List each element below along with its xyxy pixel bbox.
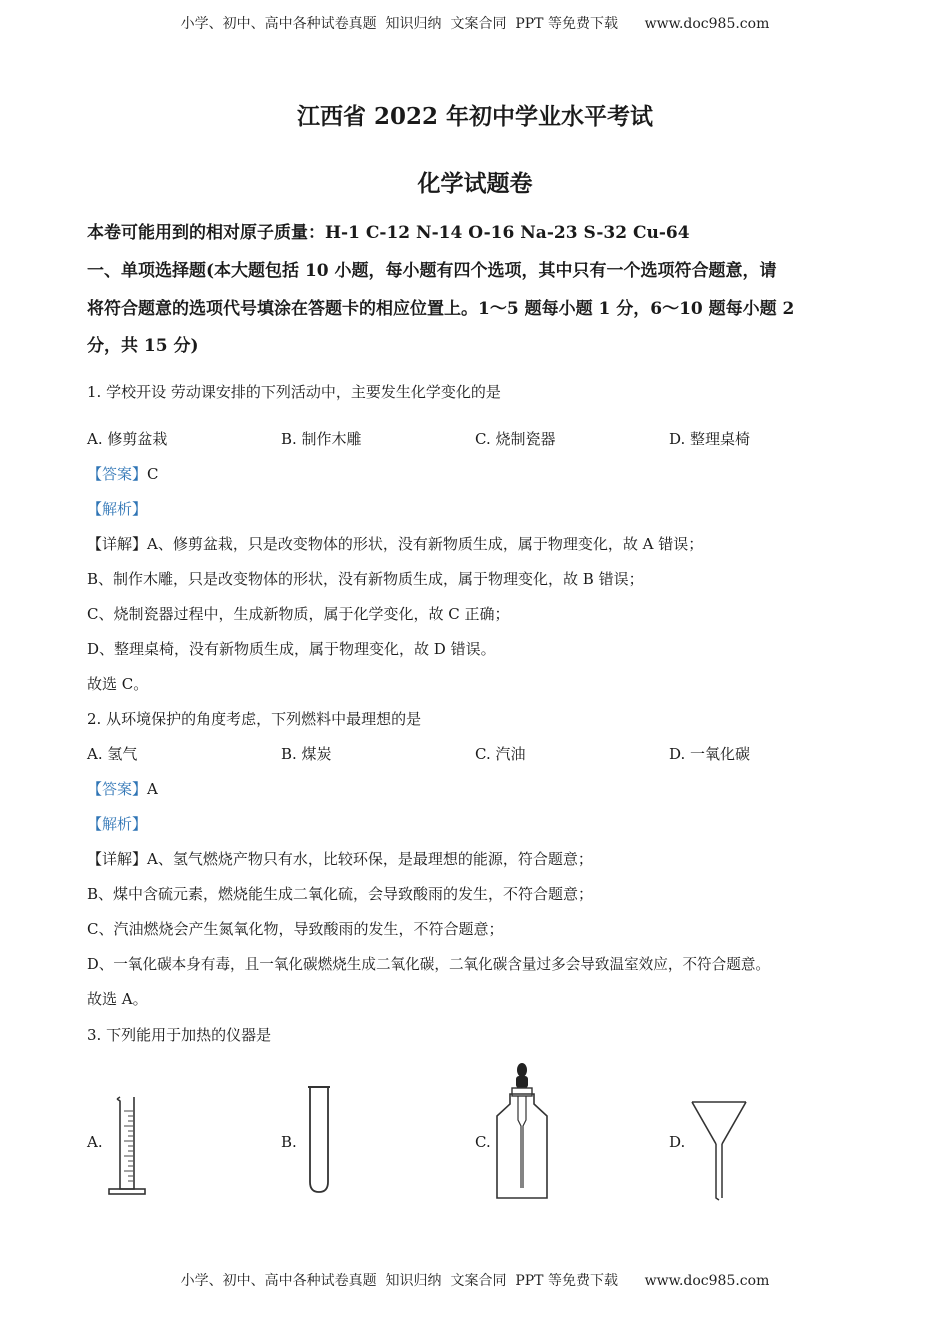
- q3-option-b-label: B.: [281, 1133, 297, 1151]
- exam-subtitle: 化学试题卷: [417, 170, 533, 197]
- q3-option-d-label: D.: [669, 1133, 686, 1151]
- q1-option-b: B. 制作木雕: [281, 430, 362, 448]
- q2-option-a: A. 氢气: [87, 745, 138, 763]
- q2-option-c: C. 汽油: [475, 745, 526, 763]
- q2-detail-line-3: C、汽油燃烧会产生氮氧化物，导致酸雨的发生，不符合题意；: [87, 920, 504, 938]
- q2-answer-value: A: [147, 780, 158, 798]
- q1-analysis-tag: 【解析】: [87, 500, 148, 518]
- q3-stem: 3. 下列能用于加热的仪器是: [87, 1026, 272, 1044]
- q1-stem: 1. 学校开设 劳动课安排的下列活动中，主要发生化学变化的是: [87, 383, 501, 401]
- exam-title: 江西省 2022 年初中学业水平考试: [296, 103, 654, 130]
- q1-answer: [87, 463, 159, 484]
- q1-conclusion: 故选 C。: [87, 675, 149, 693]
- q1-detail-line-3: C、烧制瓷器过程中，生成新物质，属于化学变化，故 C 正确；: [87, 605, 510, 623]
- page-header: 小学、初中、高中各种试卷真题 知识归纳 文案合同 PPT 等免费下载 www.doc985.com: [180, 16, 770, 32]
- q2-detail-line-2: B、煤中含硫元素，燃烧能生成二氧化硫，会导致酸雨的发生，不符合题意；: [87, 885, 594, 903]
- dropper-bottle-icon: [492, 1060, 552, 1202]
- q2-answer: [87, 778, 158, 799]
- q2-analysis-tag: 【解析】: [87, 815, 148, 833]
- section-instructions-line-2: 将符合题意的选项代号填涂在答题卡的相应位置上。1～5 题每小题 1 分，6～10 题每小题 2: [87, 299, 795, 319]
- q1-answer-value: C: [147, 465, 159, 483]
- q1-detail-line-4: D、整理桌椅，没有新物质生成，属于物理变化，故 D 错误。: [87, 640, 496, 658]
- q1-option-c: C. 烧制瓷器: [475, 430, 556, 448]
- answer-tag: 【答案】: [87, 465, 148, 483]
- atomic-mass-note: 本卷可能用到的相对原子质量：H-1 C-12 N-14 O-16 Na-23 S-32 Cu-64: [87, 223, 690, 243]
- funnel-icon: [690, 1100, 748, 1202]
- q3-option-c-label: C.: [475, 1133, 491, 1151]
- section-instructions-line-3: 分，共 15 分): [87, 336, 199, 356]
- answer-tag: 【答案】: [87, 780, 148, 798]
- q2-option-d: D. 一氧化碳: [669, 745, 751, 763]
- q2-option-b: B. 煤炭: [281, 745, 332, 763]
- q1-option-d: D. 整理桌椅: [669, 430, 751, 448]
- q2-stem: 2. 从环境保护的角度考虑，下列燃料中最理想的是: [87, 710, 422, 728]
- q2-detail-line-1: 【详解】A、氢气燃烧产物只有水，比较环保，是最理想的能源，符合题意；: [87, 850, 593, 868]
- q1-detail-line-2: B、制作木雕，只是改变物体的形状，没有新物质生成，属于物理变化，故 B 错误；: [87, 570, 644, 588]
- q2-conclusion: 故选 A。: [87, 990, 148, 1008]
- graduated-cylinder-icon: [106, 1093, 148, 1201]
- q2-detail-line-4: D、一氧化碳本身有毒，且一氧化碳燃烧生成二氧化碳，二氧化碳含量过多会导致温室效应，不符合题意。: [87, 956, 771, 973]
- q3-option-a-label: A.: [87, 1133, 103, 1151]
- page-footer: 小学、初中、高中各种试卷真题 知识归纳 文案合同 PPT 等免费下载 www.doc985.com: [180, 1273, 770, 1289]
- q1-option-a: A. 修剪盆栽: [87, 430, 168, 448]
- section-instructions-line-1: 一、单项选择题(本大题包括 10 小题，每小题有四个选项，其中只有一个选项符合题意，请: [87, 261, 777, 281]
- test-tube-icon: [304, 1084, 334, 1196]
- q1-detail-line-1: 【详解】A、修剪盆栽，只是改变物体的形状，没有新物质生成，属于物理变化，故 A 错误；: [87, 535, 704, 553]
